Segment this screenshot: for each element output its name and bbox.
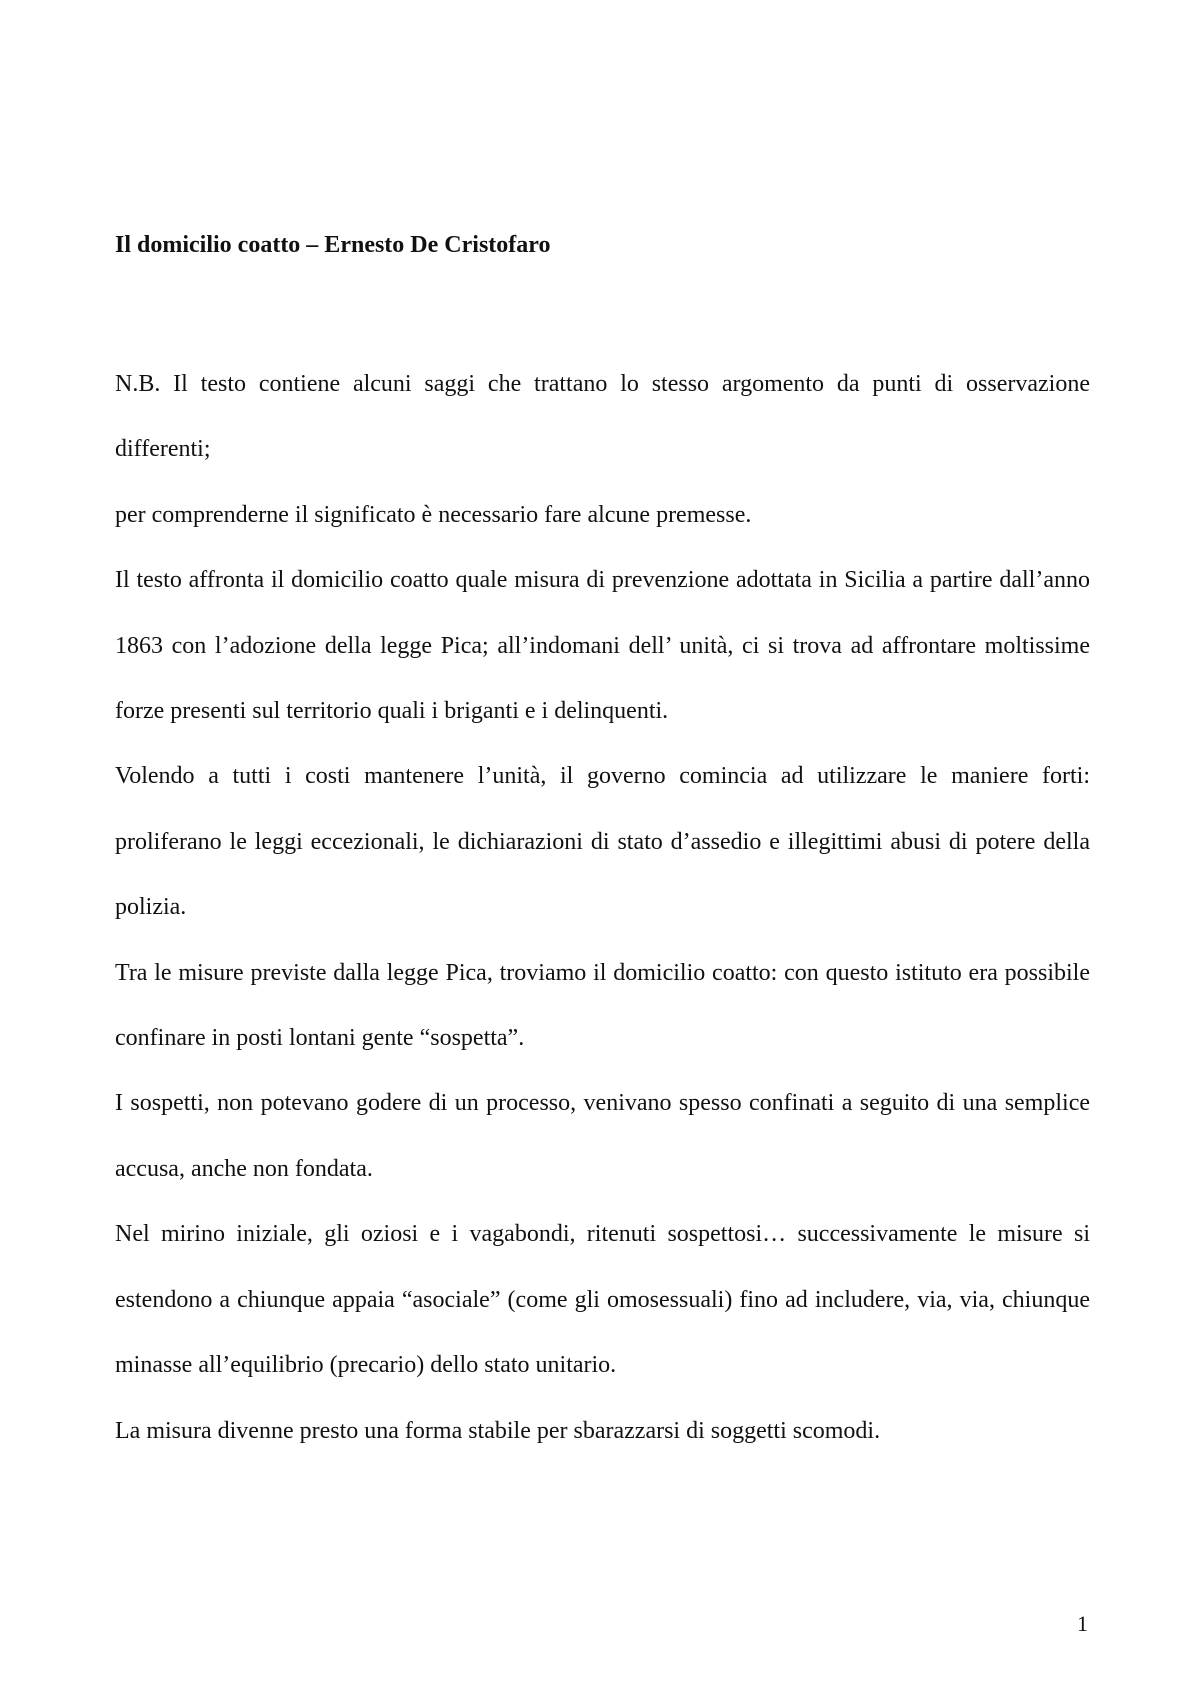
document-body [115,230,1090,1464]
paragraph-premesse: per comprenderne il significato è necessario fare alcune premesse. [115,501,752,528]
page-number: 1 [1077,1611,1088,1636]
paragraph-governo: Volendo a tutti i costi mantenere l’unità, il governo comincia ad utilizzare le maniere forti: proliferano le leggi eccezionali, le dichiarazioni di stato d’assedio e illegittimi abusi di potere della polizia. [115,763,1090,921]
paragraph-mirino: Nel mirino iniziale, gli oziosi e i vagabondi, ritenuti sospettosi… successivamente le misure si estendono a chiunque appaia “asociale” (come gli omosessuali) fino ad includere, via, via, chiunque minasse all’equilibrio (precario) dello stato unitario. [115,1221,1090,1379]
paragraph-legge-pica: Il testo affronta il domicilio coatto quale misura di prevenzione adottata in Sicilia a partire dall’anno 1863 con l’adozione della legge Pica; all’indomani dell’ unità, ci si trova ad affrontare moltissime forze presenti sul territorio quali i briganti e i delinquenti. [115,567,1090,725]
document-title: Il domicilio coatto – Ernesto De Cristofaro [115,232,551,258]
paragraph-nb: N.B. Il testo contiene alcuni saggi che trattano lo stesso argomento da punti di osservazione differenti; [115,371,1090,463]
paragraph-conclusione: La misura divenne presto una forma stabile per sbarazzarsi di soggetti scomodi. [115,1417,881,1444]
paragraph-sospetti: I sospetti, non potevano godere di un processo, venivano spesso confinati a seguito di una semplice accusa, anche non fondata. [115,1090,1090,1182]
paragraph-misure: Tra le misure previste dalla legge Pica, troviamo il domicilio coatto: con questo istituto era possibile confinare in posti lontani gente “sospetta”. [115,959,1090,1052]
